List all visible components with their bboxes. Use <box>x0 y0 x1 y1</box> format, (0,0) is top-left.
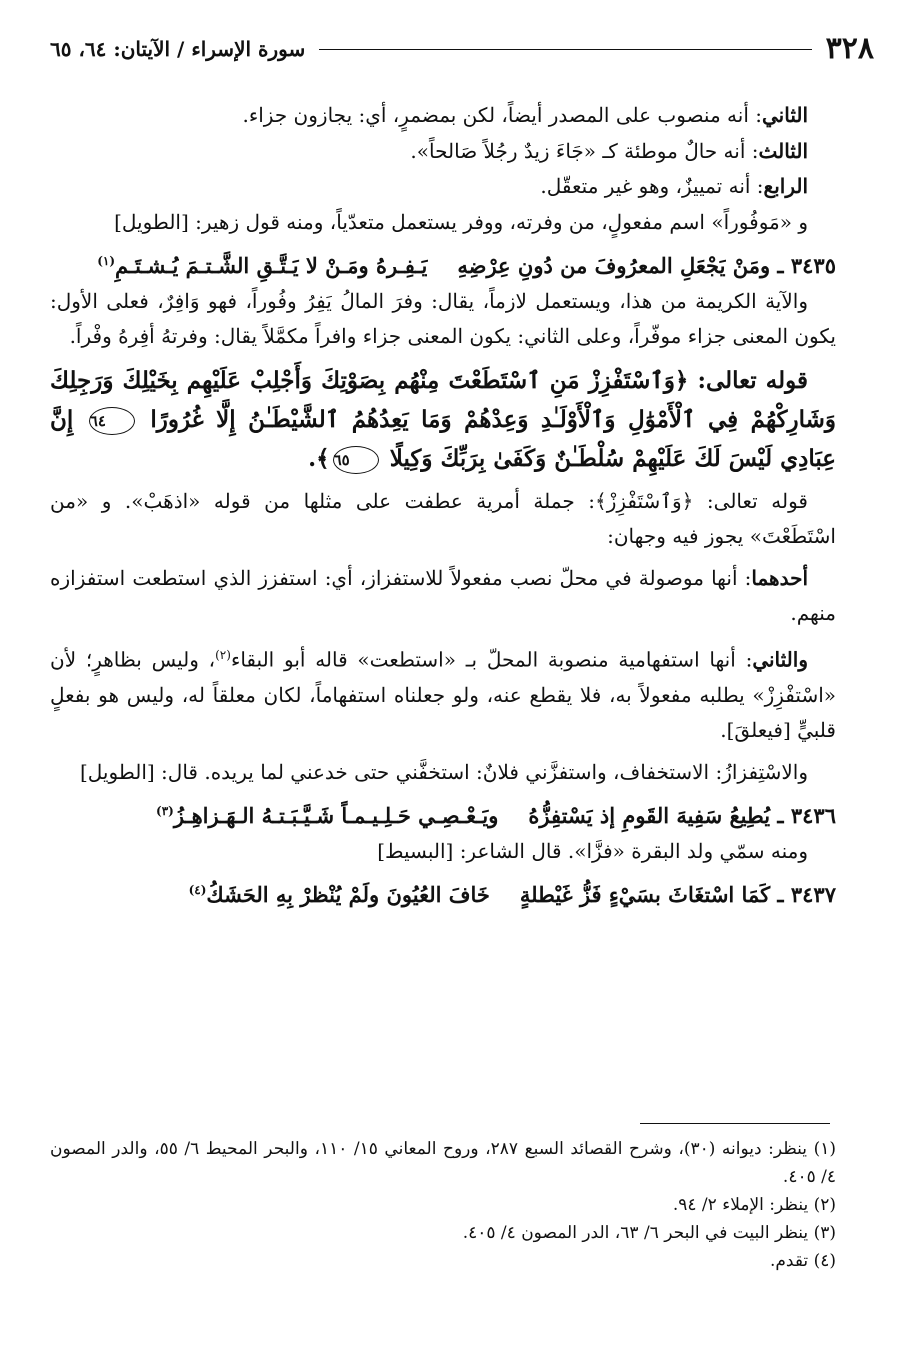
quran-text: ﴿وَٱسْتَفْزِزْ مَنِ ٱسْتَطَعْتَ مِنْهُم بِصَوْتِكَ وَأَجْلِبْ عَلَيْهِم بِخَيْلِكَ وَرَجِلِكَ وَشَارِكْهُمْ فِي ٱلْأَمْوَٰلِ وَٱلْأَوْلَـٰدِ وَعِدْهُمْ وَمَا يَعِدُهُمُ ٱلشَّيْطَـٰنُ إِلَّا غُرُورًا <box>50 366 836 433</box>
main-text <box>50 98 836 913</box>
term-label: الثالث <box>758 138 808 163</box>
verse-first-hemistich: ٣٤٣٥ ـ ومَنْ يَجْعَلِ المعرُوفَ من دُونِ عِرْضِهِ <box>457 253 836 278</box>
term-label: والثاني <box>752 647 808 672</box>
quran-intro: قوله تعالى: <box>697 366 808 394</box>
paragraph-fazz: ومنه سمّي ولد البقرة «فزَّا». قال الشاعر: [البسيط] <box>377 838 808 863</box>
footnote-2: (٢) ينظر: الإملاء ٢/ ٩٤. <box>672 1195 836 1215</box>
paragraph-third-view <box>50 134 836 170</box>
term-label: الرابع <box>763 174 808 198</box>
footnote-ref[interactable]: (١) <box>97 254 116 268</box>
page-number: ٣٢٨ <box>825 31 874 66</box>
footnote-separator <box>640 1123 830 1124</box>
paragraph-second-aspect <box>50 638 836 749</box>
footnote-1: (١) ينظر: ديوانه (٣٠)، وشرح القصائد السبع ٢٨٧، وروح المعاني ١٥/ ١١٠، والبحر المحيط ٦/ ٥٥، والدر المصون ٤/ ٤٠٥. <box>50 1139 836 1187</box>
paragraph-text: : أنه حالٌ موطئة كـ «جَاءَ زيدٌ رجُلاً صَالحاً». <box>410 138 759 163</box>
paragraph-first-aspect <box>50 561 836 632</box>
paragraph-text: : أنها استفهامية منصوبة المحلّ بـ «استطعت» قاله أبو البقاء <box>230 647 753 672</box>
footnotes <box>50 1135 836 1275</box>
footnote-3: (٣) ينظر البيت في البحر ٦/ ٦٣، الدر المصون ٤/ ٤٠٥. <box>462 1223 836 1243</box>
header-rule <box>319 49 811 50</box>
paragraph-text: : أنها موصولة في محلّ نصب مفعولاً للاستفزاز، أي: استفزز الذي استطعت استفزازه منهم. <box>50 565 836 625</box>
verse-3437 <box>50 873 836 913</box>
paragraph-wafara: والآية الكريمة من هذا، ويستعمل لازماً، يقال: وفرَ المالُ يَفِرُ وفُوراً، فهو وَافِرٌ، فعلى الأول: يكون المعنى جزاء موفّراً، وعلى الثاني: يكون المعنى جزاء وافراً مكمَّلاً يقال: وفرتهُ أفِرهُ وفْراً. <box>50 288 836 348</box>
verse-first-hemistich: ٣٤٣٦ ـ يُطِيعُ سَفِيهَ القَومِ إذ يَسْتفِزُّهُ <box>528 803 836 829</box>
footnote-4: (٤) تقدم. <box>769 1251 836 1271</box>
verse-3436 <box>50 794 836 834</box>
term-label: الثاني <box>761 103 808 127</box>
paragraph-second-view <box>50 98 836 134</box>
quran-text: إِنَّ عِبَادِي لَيْسَ لَكَ عَلَيْهِمْ سُلْطَـٰنٌ وَكَفَىٰ بِرَبِّكَ وَكِيلًا <box>50 405 836 472</box>
paragraph-istifzaz: والاسْتِفزازُ: الاستخفاف، واستفزَّني فلانٌ: استخفَّني حتى خدعني لما يريده. قال: [الطويل] <box>79 759 808 784</box>
paragraph-text: : أنه منصوب على المصدر أيضاً، لكن بمضمرٍ، أي: يجازون جزاء. <box>242 103 762 127</box>
paragraph-mawfur: و «مَوفُوراً» اسم مفعولٍ، من وفرته، ووفر يستعمل متعدّياً، ومنه قول زهير: [الطويل] <box>114 209 808 234</box>
paragraph-text: : أنه تمييزٌ، وهو غير متعقّل. <box>540 174 764 198</box>
term-label: أحدهما <box>751 565 808 590</box>
verse-3435 <box>50 244 836 284</box>
running-title: سورة الإسراء / الآيتان: ٦٤، ٦٥ <box>50 37 306 61</box>
verse-first-hemistich: ٣٤٣٧ ـ كَمَا اسْتغَاثَ بسَيْءٍ فَزُّ غَيْطلةٍ <box>519 882 836 908</box>
ayah-number-marker: ٦٤ <box>89 407 135 435</box>
paragraph-fourth-view <box>50 169 836 205</box>
quran-close: ﴾. <box>308 444 330 472</box>
footnote-ref[interactable]: (٤) <box>188 883 207 898</box>
page-header <box>50 28 874 70</box>
verse-second-hemistich: خَافَ العُيُونَ ولَمْ يُنْظرْ بِهِ الحَشَكُ <box>206 882 490 908</box>
quran-passage <box>50 361 836 478</box>
verse-second-hemistich: ويَـعْـصِـي حَـلِـيـمـاً شَـيَّـبَـتـهُ الـهَـزاهِـزُ <box>173 803 499 829</box>
verse-second-hemistich: يَـفِـرهُ ومَـنْ لا يَـتَّـقِ الشَّـتـمَ يُـشـتَـمِ <box>115 253 428 278</box>
ayah-number-marker: ٦٥ <box>333 446 379 474</box>
paragraph-text: ، وليس بظاهرٍ؛ لأن «اسْتفْزِزْ» يطلبه مفعولاً به، فلا يقطع عنه، ولو جعلناه استفهاماً، لكان معلقاً له، وليس هو بفعلٍ قلبيٍّ [فيعلقَ]. <box>50 647 836 743</box>
footnote-ref[interactable]: (٣) <box>156 804 174 819</box>
paragraph-istafziz: قوله تعالى: ﴿وَٱسْتَفْزِزْ﴾: جملة أمرية عطفت على مثلها من قوله «اذهَبْ». و «من اسْتَطَعْتَ» يجوز فيه وجهان: <box>50 488 836 548</box>
footnote-ref[interactable]: (٢) <box>215 647 231 662</box>
